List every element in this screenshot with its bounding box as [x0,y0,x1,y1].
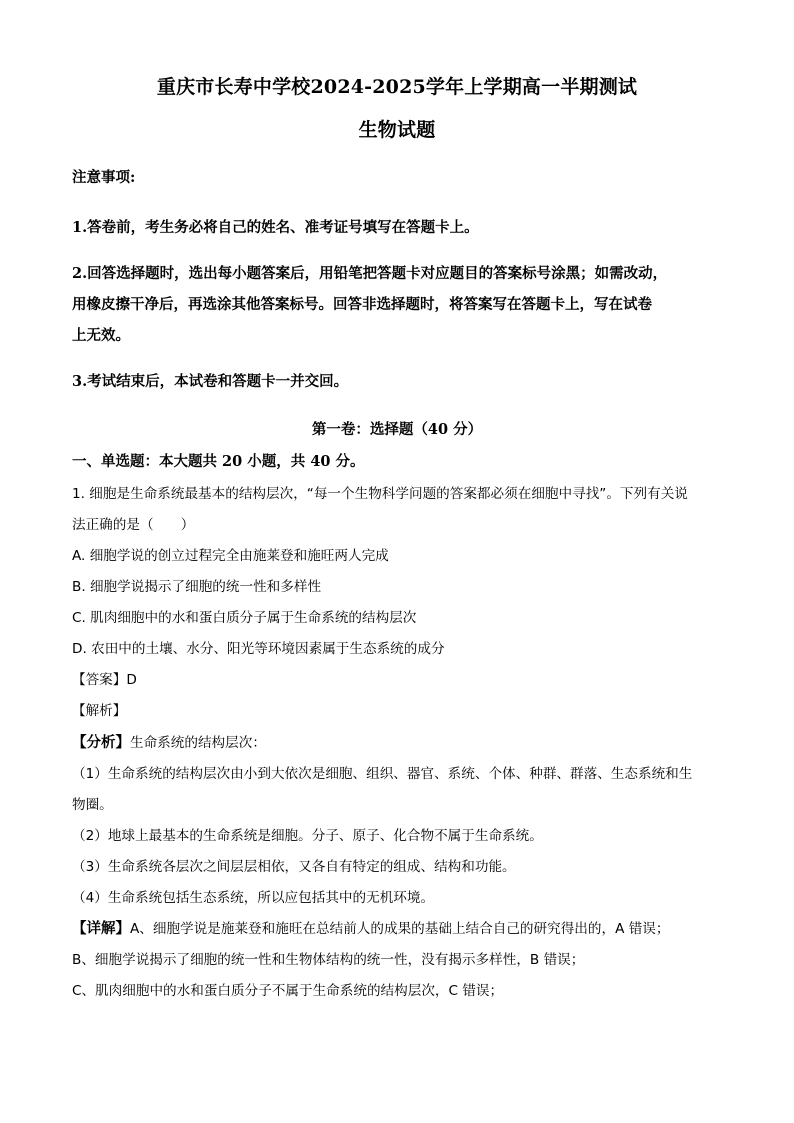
xiangjie-label: 【详解】 [72,920,130,937]
question-1-option-d: D. 农田中的土壤、水分、阳光等环境因素属于生态系统的成分 [72,641,445,657]
exam-subtitle: 生物试题 [358,119,436,141]
detail-a: A、细胞学说是施莱登和施旺在总结前人的成果的基础上结合自己的研究得出的，A 错误； [130,921,670,937]
analysis-point-3: （3）生命系统各层次之间层层相依，又各自有特定的组成、结构和功能。 [72,859,516,875]
exam-title: 重庆市长寿中学校2024-2025学年上学期高一半期测试 [156,76,638,98]
analysis-point-2: （2）地球上最基本的生命系统是细胞。分子、原子、化合物不属于生命系统。 [72,828,543,844]
fenxi-text: 生命系统的结构层次： [130,735,266,751]
notice-item-1: 1.答卷前，考生务必将自己的姓名、准考证号填写在答题卡上。 [72,219,479,236]
notice-item-2-line-3: 上无效。 [72,327,130,344]
fenxi-row [72,731,732,752]
detail-b: B、细胞学说揭示了细胞的统一性和生物体结构的统一性，没有揭示多样性，B 错误； [72,952,585,968]
notice-item-3: 3.考试结束后，本试卷和答题卡一并交回。 [72,373,349,390]
question-1-option-c: C. 肌肉细胞中的水和蛋白质分子属于生命系统的结构层次 [72,610,417,626]
answer-label: 【答案】 [72,672,127,688]
analysis-point-1-line-2: 物圈。 [72,797,113,813]
analysis-label: 【解析】 [72,703,127,719]
notice-heading: 注意事项: [72,169,136,186]
section-heading: 一、单选题：本大题共 20 小题，共 40 分。 [72,453,365,470]
notice-item-2-line-1: 2.回答选择题时，选出每小题答案后，用铅笔把答题卡对应题目的答案标号涂黑；如需改动， [72,265,668,282]
answer-row [72,668,732,688]
question-1-option-a: A. 细胞学说的创立过程完全由施莱登和施旺两人完成 [72,548,389,564]
analysis-point-4: （4）生命系统包括生态系统，所以应包括其中的无机环境。 [72,890,435,906]
detail-c: C、肌肉细胞中的水和蛋白质分子不属于生命系统的结构层次，C 错误； [72,983,504,999]
question-1-option-b: B. 细胞学说揭示了细胞的统一性和多样性 [72,579,322,595]
notice-item-2-line-2: 用橡皮擦干净后，再选涂其他答案标号。回答非选择题时，将答案写在答题卡上，写在试卷 [72,296,652,313]
part-title: 第一卷：选择题（40 分） [311,421,483,438]
fenxi-label: 【分析】 [72,734,130,751]
xiangjie-row [72,917,732,938]
answer-value: D [126,672,137,688]
question-1-stem-line-1: 1. 细胞是生命系统最基本的结构层次，“每一个生物科学问题的答案都必须在细胞中寻找”。下列有关说 [72,486,688,502]
analysis-point-1-line-1: （1）生命系统的结构层次由小到大依次是细胞、组织、器官、系统、个体、种群、群落、生态系统和生 [72,766,693,782]
question-1-stem-line-2: 法正确的是（ ） [72,517,195,533]
